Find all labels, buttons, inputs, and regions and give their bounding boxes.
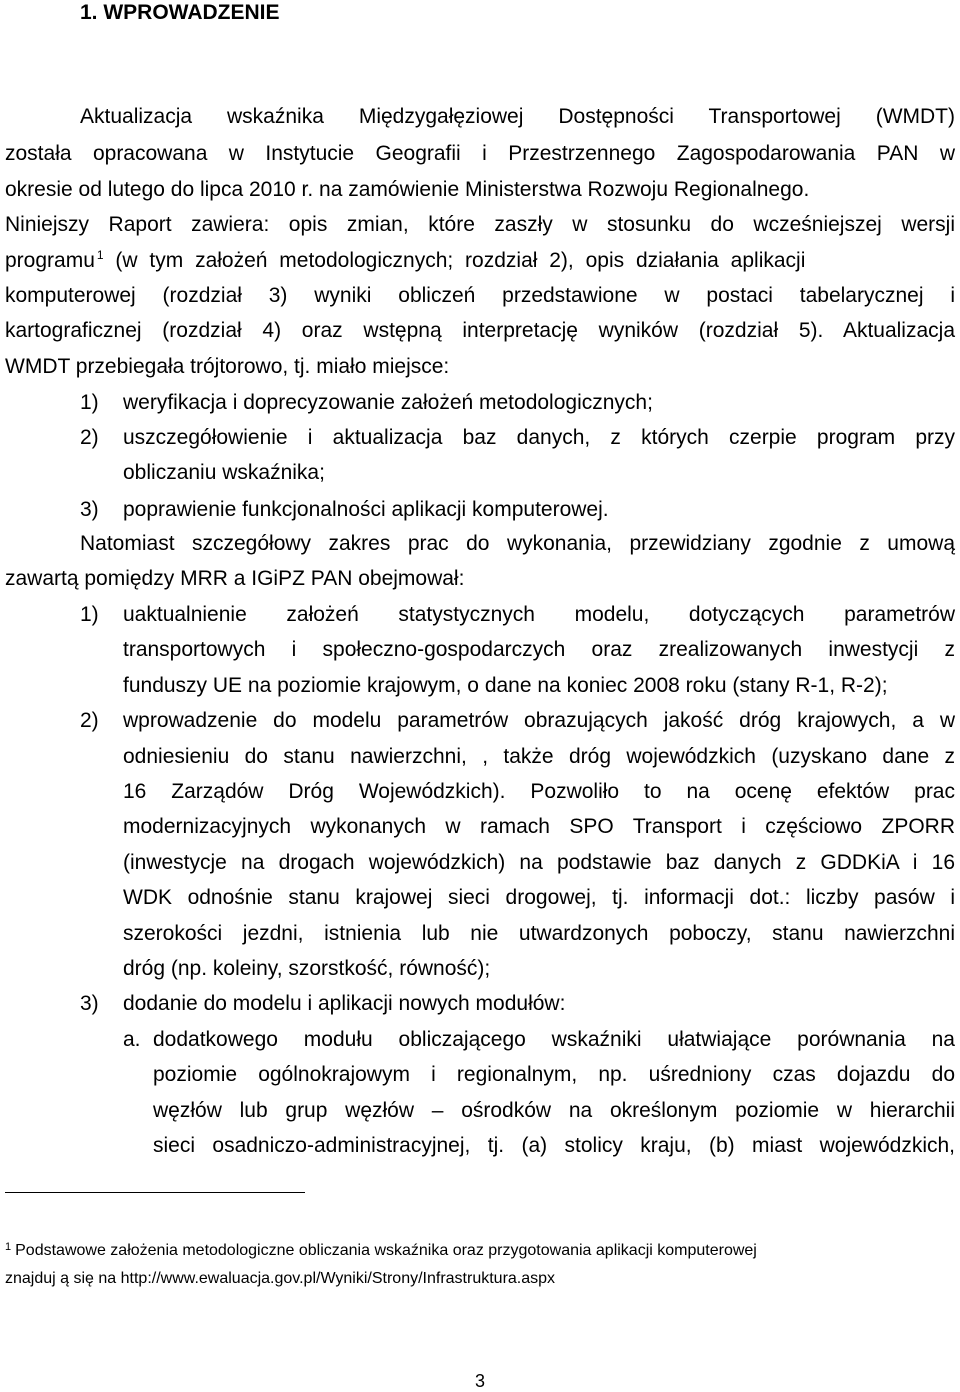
intro-line-3: okresie od lutego do lipca 2010 r. na zamówienie Ministerstwa Rozwoju Regionalnego. — [5, 178, 810, 201]
list2-item-2-line-2: odniesieniu do stanu nawierzchni, , także dróg wojewódzkich (uzyskano dane z — [123, 745, 955, 768]
footnote-marker: 1 — [5, 1241, 12, 1253]
list1-item-1 — [0, 390, 960, 416]
list-text: poprawienie funkcjonalności aplikacji komputerowej. — [123, 498, 609, 521]
intro-line-5 — [5, 248, 955, 274]
intro-line-2: została opracowana w Instytucie Geografii i Przestrzennego Zagospodarowania PAN w — [5, 142, 955, 165]
list1-item-2-line-1: uszczegółowienie i aktualizacja baz danych, z których czerpie program przy — [123, 426, 955, 449]
footnote-line-2: znajduj ą się na http://www.ewaluacja.gov.pl/Wyniki/Strony/Infrastruktura.aspx — [5, 1270, 556, 1287]
list2-item-2-line-1: wprowadzenie do modelu parametrów obrazujących jakość dróg krajowych, a w — [123, 709, 955, 732]
list-text: dodanie do modelu i aplikacji nowych modułów: — [123, 992, 566, 1015]
footnote-separator — [5, 1192, 305, 1193]
list-number: 3) — [80, 992, 99, 1015]
intro-line-7: kartograficznej (rozdział 4) oraz wstępną interpretację wyników (rozdział 5). Aktualizacja — [5, 319, 955, 342]
list-number: 2) — [80, 709, 99, 732]
list1-item-3 — [0, 497, 960, 523]
intro-line-4: Niniejszy Raport zawiera: opis zmian, które zaszły w stosunku do wcześniejszej wersji — [5, 213, 955, 236]
list2-item-2-line-3: 16 Zarządów Dróg Wojewódzkich). Pozwoliło to na ocenę efektów prac — [123, 780, 955, 803]
intro-line-6: komputerowej (rozdział 3) wyniki obliczeń przedstawione w postaci tabelarycznej i — [5, 284, 955, 307]
list2-subitem-a-line-4: sieci osadniczo-administracyjnej, tj. (a) stolicy kraju, (b) miast wojewódzkich, — [153, 1134, 955, 1157]
intro-line-8: WMDT przebiegała trójtorowo, tj. miało miejsce: — [5, 355, 450, 378]
footnote-ref: 1 — [96, 248, 104, 262]
section-heading: 1. WPROWADZENIE — [80, 1, 280, 24]
list-number: 2) — [80, 426, 99, 449]
footnote-line-1 — [5, 1241, 955, 1261]
page-number: 3 — [474, 1371, 485, 1391]
list2-item-2-line-5: (inwestycje na drogach wojewódzkich) na podstawie baz danych z GDDKiA i 16 — [123, 851, 955, 874]
list-text: weryfikacja i doprecyzowanie założeń metodologicznych; — [123, 391, 653, 414]
list2-item-3 — [0, 991, 960, 1017]
intro-line-5-start: programu — [5, 249, 95, 272]
list2-item-1-line-1: uaktualnienie założeń statystycznych modelu, dotyczących parametrów — [123, 603, 955, 626]
sublist-letter: a. — [123, 1028, 141, 1051]
list2-item-1-line-3: funduszy UE na poziomie krajowym, o dane na koniec 2008 roku (stany R-1, R-2); — [123, 674, 888, 697]
list2-subitem-a-line-1: dodatkowego modułu obliczającego wskaźniki ułatwiające porównania na — [153, 1028, 955, 1051]
footnote-text-1: Podstawowe założenia metodologiczne obliczania wskaźnika oraz przygotowania aplikacji komputerowej — [15, 1242, 757, 1259]
list2-item-2-line-7: szerokości jezdni, istnienia lub nie utwardzonych poboczy, stanu nawierzchni — [123, 922, 955, 945]
list-number: 1) — [80, 391, 99, 414]
para2-line-1: Natomiast szczegółowy zakres prac do wykonania, przewidziany zgodnie z umową — [80, 532, 955, 555]
list2-item-2-line-6: WDK odnośnie stanu krajowej sieci drogowej, tj. informacji dot.: liczby pasów i — [123, 886, 955, 909]
para2-line-2: zawartą pomiędzy MRR a IGiPZ PAN obejmował: — [5, 567, 465, 590]
intro-line-5-end: (w tym założeń metodologicznych; rozdział 2), opis działania aplikacji — [103, 249, 806, 272]
list2-subitem-a-line-3: węzłów lub grup węzłów – ośrodków na określonym poziomie w hierarchii — [153, 1099, 955, 1122]
list2-item-2-line-4: modernizacyjnych wykonanych w ramach SPO Transport i częściowo ZPORR — [123, 815, 955, 838]
list2-subitem-a-line-2: poziomie ogólnokrajowym i regionalnym, np. uśredniony czas dojazdu do — [153, 1063, 955, 1086]
list-number: 3) — [80, 498, 99, 521]
list2-item-2-line-8: dróg (np. koleiny, szorstkość, równość); — [123, 957, 491, 980]
list-number: 1) — [80, 603, 99, 626]
list2-item-1-line-2: transportowych i społeczno-gospodarczych oraz zrealizowanych inwestycji z — [123, 638, 955, 661]
intro-line-1: Aktualizacja wskaźnika Międzygałęziowej Dostępności Transportowej (WMDT) — [80, 105, 955, 128]
list1-item-2-line-2: obliczaniu wskaźnika; — [123, 461, 325, 484]
